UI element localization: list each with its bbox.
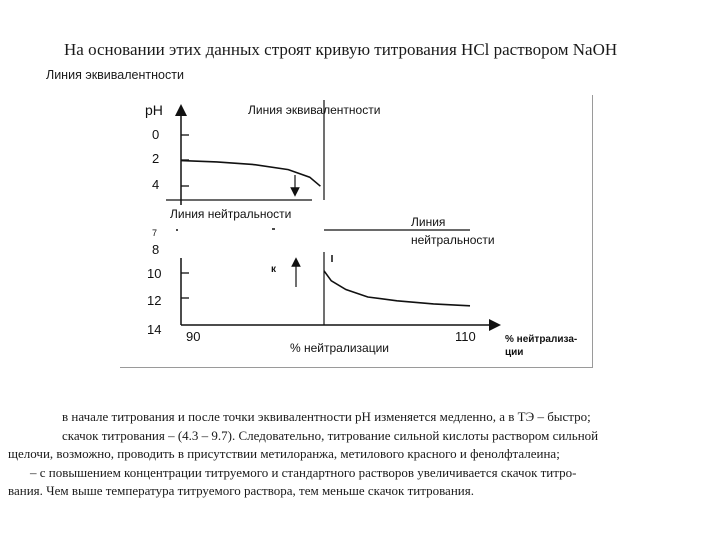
curve-before-equivalence — [181, 161, 320, 187]
y-axis-label: pH — [145, 102, 163, 118]
y-tick-label-partial: 7 — [152, 228, 158, 238]
text-line: – с повышением концентрации титруемого и стандартного растворов увеличивается скачок титро- — [30, 464, 577, 480]
body-text — [8, 408, 714, 501]
neutrality-line-label-right: Линия — [411, 215, 446, 229]
y-tick-label: 14 — [147, 322, 162, 337]
x-tick-label: 90 — [186, 329, 201, 344]
x-axis-label: % нейтрализации — [290, 341, 390, 355]
text-line: скачок титрования – (4.3 – 9.7). Следовательно, титрование сильной кислоты раствором сильной — [62, 427, 599, 443]
neutrality-line-label-right: нейтральности — [411, 233, 495, 247]
neutrality-line-label-left: Линия нейтральности — [170, 207, 292, 221]
y-tick-label: 10 — [147, 266, 162, 281]
y-tick-label: 8 — [152, 242, 160, 257]
page-subheading: Линия эквивалентности — [46, 68, 184, 82]
y-tick-label: 4 — [152, 177, 160, 192]
page-heading: На основании этих данных строят кривую титрования HCl раствором NaOH — [64, 40, 618, 59]
curve-after-equivalence — [324, 271, 470, 306]
x-axis-end-label: % нейтрализа- — [505, 334, 578, 345]
fragment-k-label: к — [271, 264, 277, 275]
y-tick-label: 2 — [152, 151, 160, 166]
y-tick-label: 0 — [152, 127, 160, 142]
x-axis-end-label: ции — [505, 347, 524, 358]
text-line: вания. Чем выше температура титруемого раствора, тем меньше скачок титрования. — [8, 483, 474, 498]
equivalence-line-label: Линия эквивалентности — [248, 103, 381, 117]
x-tick-label: 110 — [455, 329, 476, 344]
text-line: щелочи, возможно, проводить в присутствии метилоранжа, метилового красного и фенолфталеина; — [8, 446, 560, 461]
text-line: в начале титрования и после точки эквивалентности pH изменяется медленно, а в ТЭ – быстро; — [62, 409, 591, 424]
y-tick-label: 12 — [147, 293, 162, 308]
